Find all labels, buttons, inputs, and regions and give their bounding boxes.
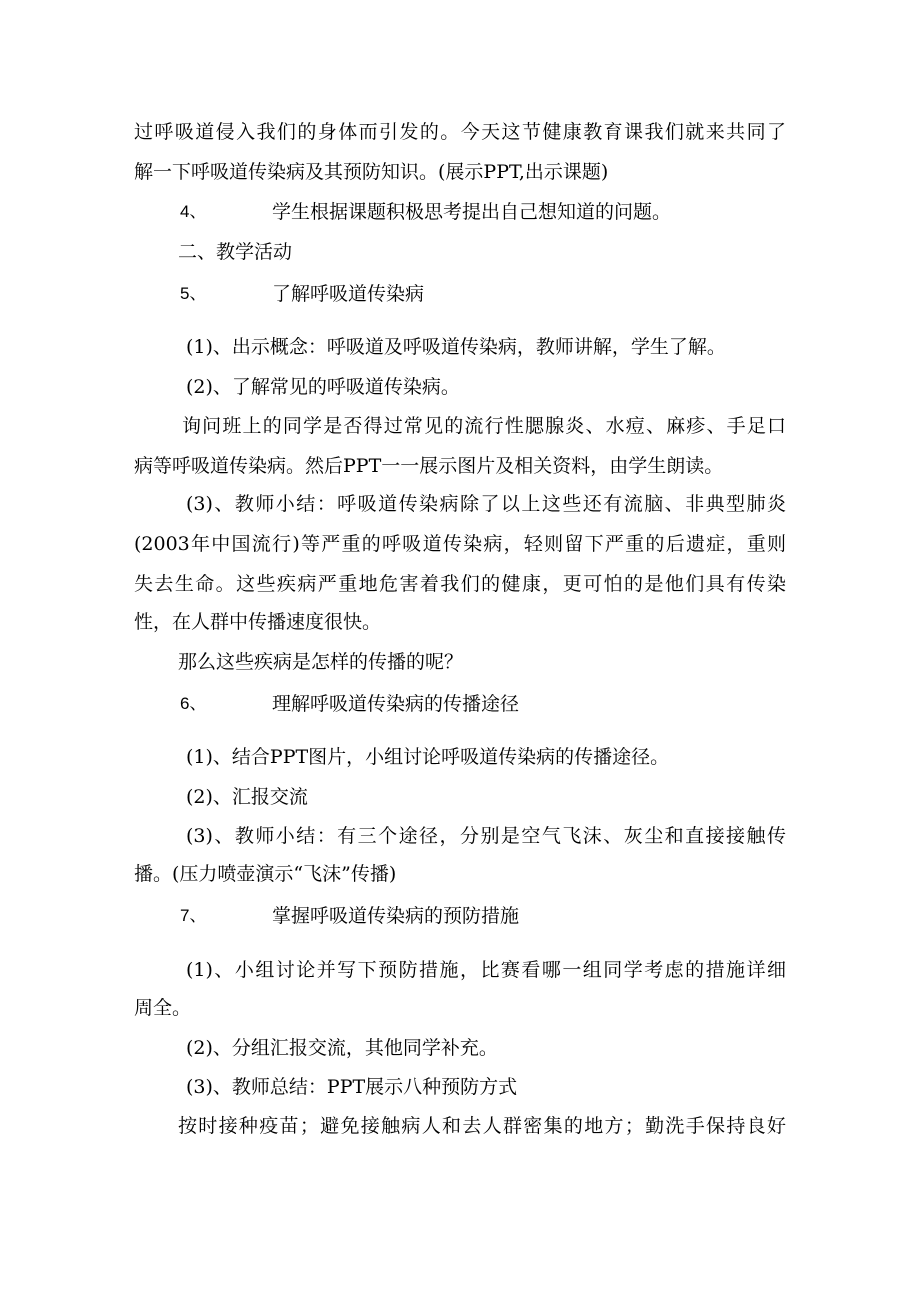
- item-7-number: 7、: [180, 906, 207, 925]
- item-7-paragraph-4: 按时接种疫苗；避免接触病人和去人群密集的地方；勤洗手保持良好: [178, 1115, 786, 1137]
- item-6-number: 6、: [180, 694, 207, 713]
- item-6-heading: 理解呼吸道传染病的传播途径: [272, 693, 520, 715]
- item-5-paragraph-1: (1)、出示概念：呼吸道及呼吸道传染病，教师讲解，学生了解。: [186, 336, 726, 358]
- intro-line-1: 过呼吸道侵入我们的身体而引发的。今天这节健康教育课我们就来共同了: [134, 121, 786, 143]
- item-6-paragraph-3-line-1: (3)、教师小结：有三个途径，分别是空气飞沫、灰尘和直接接触传: [186, 825, 786, 847]
- item-7-paragraph-3: (3)、教师总结：PPT展示八种预防方式: [186, 1076, 518, 1098]
- item-7-paragraph-2: (2)、分组汇报交流，其他同学补充。: [186, 1037, 498, 1059]
- item-5-paragraph-4-line-2: (2003年中国流行)等严重的呼吸道传染病，轻则留下严重的后遗症，重则: [134, 533, 786, 555]
- item-5-paragraph-5: 那么这些疾病是怎样的传播的呢？: [178, 651, 464, 673]
- section-2-heading: 二、教学活动: [178, 241, 293, 263]
- item-5-paragraph-4-line-3: 失去生命。这些疾病严重地危害着我们的健康，更可怕的是他们具有传染: [134, 573, 786, 595]
- item-6-paragraph-1: (1)、结合PPT图片，小组讨论呼吸道传染病的传播途径。: [186, 746, 670, 768]
- item-4-text: 学生根据课题积极思考提出自己想知道的问题。: [272, 201, 672, 223]
- item-6-paragraph-3-line-2: 播。(压力喷壶演示“飞沫”传播): [134, 863, 397, 885]
- intro-line-2: 解一下呼吸道传染病及其预防知识。(展示PPT,出示课题): [134, 161, 609, 183]
- item-5-number: 5、: [180, 284, 207, 303]
- item-7-paragraph-1-line-1: (1)、小组讨论并写下预防措施，比赛看哪一组同学考虑的措施详细: [186, 959, 786, 981]
- item-7-paragraph-1-line-2: 周全。: [134, 997, 192, 1019]
- item-4-number: 4、: [180, 202, 207, 221]
- item-7-heading: 掌握呼吸道传染病的预防措施: [272, 905, 520, 927]
- item-5-paragraph-3-line-1: 询问班上的同学是否得过常见的流行性腮腺炎、水痘、麻疹、手足口: [182, 415, 786, 437]
- item-5-paragraph-4-line-1: (3)、教师小结：呼吸道传染病除了以上这些还有流脑、非典型肺炎: [186, 493, 786, 515]
- item-5-heading: 了解呼吸道传染病: [272, 283, 425, 305]
- item-5-paragraph-2: (2)、了解常见的呼吸道传染病。: [186, 376, 460, 398]
- item-6-paragraph-2: (2)、汇报交流: [186, 786, 308, 808]
- item-5-paragraph-4-line-4: 性，在人群中传播速度很快。: [134, 611, 382, 633]
- item-5-paragraph-3-line-2: 病等呼吸道传染病。然后PPT一一展示图片及相关资料，由学生朗读。: [134, 455, 724, 477]
